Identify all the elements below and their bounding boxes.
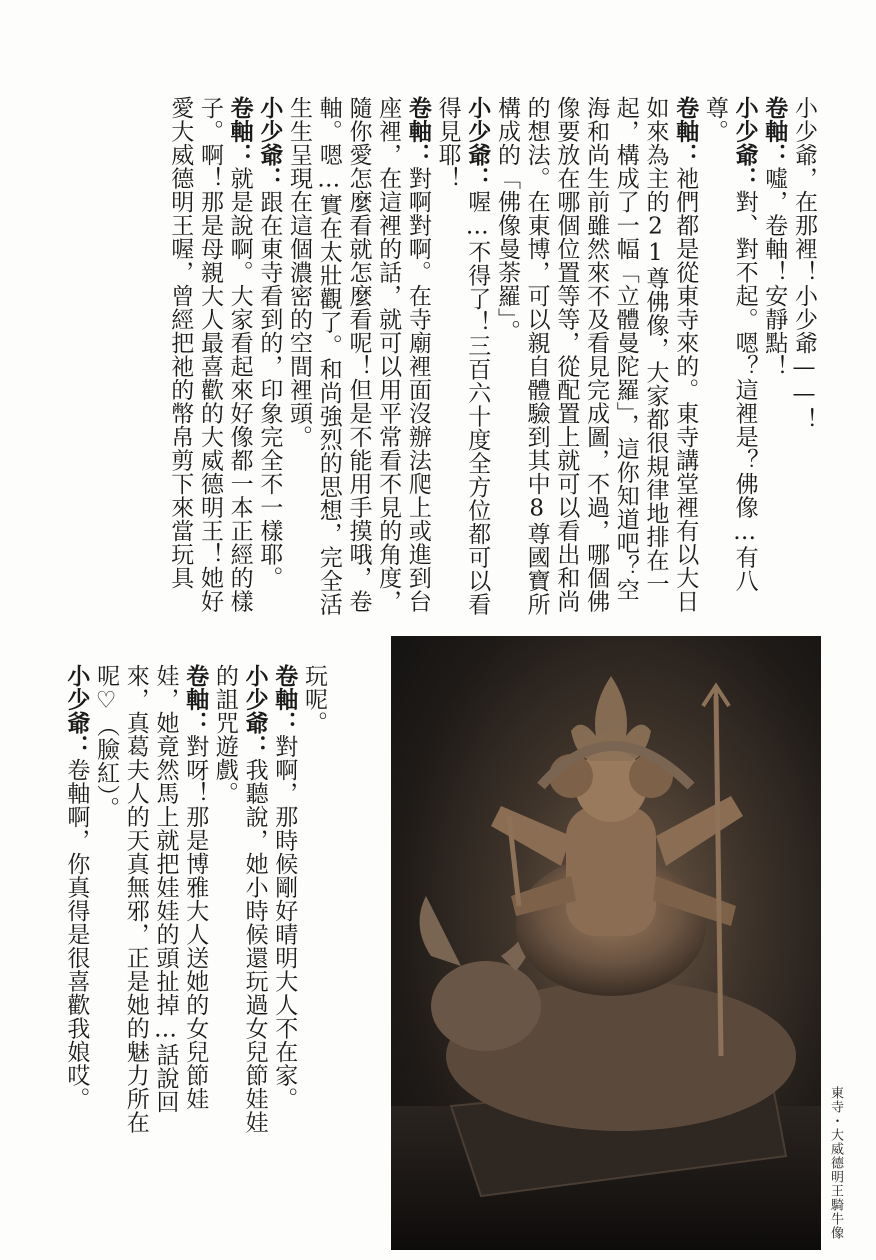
dialogue-line — [269, 664, 299, 1144]
dialogue-line — [432, 96, 491, 620]
dialogue-line — [61, 664, 91, 1144]
dialogue-text: 對、對不起。嗯？這裡是？佛像…有八尊。 — [701, 96, 758, 593]
dialogue-text: 跟在東寺看到的，印象完全不一樣耶。 — [256, 190, 283, 590]
photo-caption: 東寺・大威德明王騎牛像 — [828, 1086, 843, 1240]
dialogue-text: 祂們都是從東寺來的。東寺講堂裡有以大日如來為主的21尊佛像，大家都很規律地排在一起，構成了一幅「立體曼陀羅」，這你知道吧？空海和尚生前雖然來不及看見完成圖，不過，哪個佛像要放在哪個位置等等，從配置上就可以看出和尚的想法。在東博，可以親自體驗到其中8尊國寶所構成的「佛像曼荼羅」。 — [493, 96, 699, 616]
dialogue-text: 喔…不得了！三百六十度全方位都可以看得見耶！ — [434, 96, 491, 616]
statue-photo — [391, 636, 821, 1250]
dialogue-line — [298, 664, 328, 1144]
speaker-label: 卷軸： — [761, 96, 788, 167]
speaker-label: 小少爺： — [241, 664, 268, 758]
dialogue-text: 卷軸啊，你真得是很喜歡我娘哎。 — [63, 758, 90, 1111]
dialogue-line — [788, 96, 818, 620]
dialogue-line — [165, 96, 254, 620]
dialogue-text: 對呀！那是博雅大人送她的女兒節娃娃，她竟然馬上就把娃娃的頭扯掉…話說回來，真葛夫人的天真無邪，正是她的魅力所在呢♡（臉紅）。 — [93, 664, 209, 1134]
dialogue-line — [491, 96, 699, 620]
speaker-label: 小少爺： — [63, 664, 90, 758]
dialogue-text: 就是說啊。大家看起來好像都一本正經的樣子。啊！那是母親大人最喜歡的大威德明王！她好愛大威德明王喔，曾經把祂的幣帛剪下來當玩具 — [167, 96, 253, 613]
speaker-label: 小少爺： — [464, 96, 491, 190]
lower-dialogue-block — [62, 664, 328, 1144]
speaker-label: 卷軸： — [182, 664, 209, 735]
dialogue-text: 對啊對啊。在寺廟裡面沒辦法爬上或進到台座裡，在這裡的話，就可以用平常看不見的角度，隨你愛怎麼看就怎麼看呢！但是不能用手摸哦，卷軸。嗯…實在太壯觀了。和尚強烈的思想，完全活生生呈現在這個濃密的空間裡頭。 — [286, 96, 431, 616]
statue-illustration — [391, 636, 821, 1250]
upper-dialogue-block — [167, 96, 818, 620]
dialogue-text: 我聽說，她小時候還玩過女兒節娃娃的詛咒遊戲。 — [211, 664, 268, 1134]
speaker-label: 卷軸： — [672, 96, 699, 167]
dialogue-line — [90, 664, 209, 1144]
speaker-label: 卷軸： — [271, 664, 298, 735]
speaker-label: 小少爺： — [256, 96, 283, 190]
dialogue-text: 對啊，那時候剛好晴明大人不在家。 — [271, 734, 298, 1111]
dialogue-line — [759, 96, 789, 620]
speaker-label: 卷軸： — [226, 96, 253, 167]
speaker-label: 小少爺： — [731, 96, 758, 190]
dialogue-text: 小少爺，在那裡！小少爺——！ — [791, 96, 817, 431]
dialogue-line — [699, 96, 758, 620]
dialogue-text: 噓，卷軸！安靜點！ — [761, 166, 788, 378]
dialogue-line — [209, 664, 268, 1144]
dialogue-text: 玩呢。 — [301, 664, 327, 735]
dialogue-line — [254, 96, 284, 620]
dialogue-line — [283, 96, 432, 620]
speaker-label: 卷軸： — [404, 96, 431, 167]
